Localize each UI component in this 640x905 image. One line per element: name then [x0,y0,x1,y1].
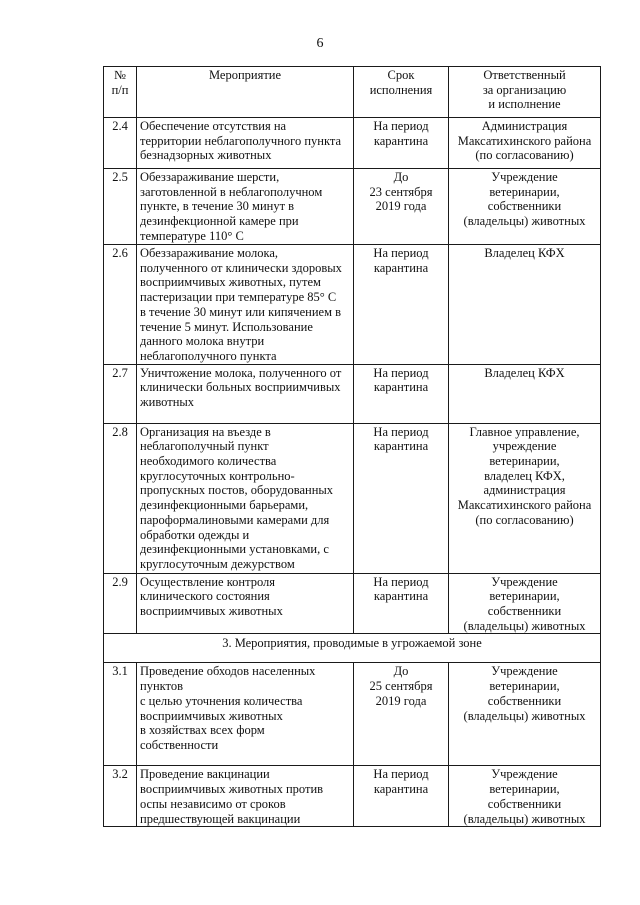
table-row [104,364,601,423]
activity-cell [137,245,354,365]
term-line: карантина [373,782,429,797]
term-line: На период [373,767,429,782]
activity-line: восприимчивых животных против [140,782,324,797]
activity-cell [137,663,354,766]
activity-cell [137,118,354,169]
header-term-line: Срок [387,68,415,82]
activity-line: полученного от клинически здоровых [140,260,342,275]
row-number: 2.8 [104,423,137,573]
table-row [104,169,601,245]
page-number: 6 [316,36,324,51]
responsible-line: собственники [487,693,562,708]
measures-table [103,66,601,827]
table-row [104,766,601,827]
responsible-line: собственники [487,199,562,214]
activity-line: Обеспечение отсутствия на [140,119,287,133]
header-activity-label: Мероприятие [208,68,282,82]
responsible-line: ветеринарии, [489,184,560,199]
responsible-line: владелец КФХ, [484,468,565,483]
activity-line: Обеззараживание молока, [140,246,279,260]
row-number: 2.6 [104,245,137,365]
term-cell [354,663,449,766]
table-row [104,423,601,573]
activity-line: восприимчивых животных, путем [140,275,321,290]
term-line: До [393,664,409,679]
activity-line: Проведение обходов населенных [140,664,316,679]
section-3-header [104,634,601,663]
responsible-cell [449,573,601,634]
responsible-cell [449,423,601,573]
activity-line: пропускных постов, оборудованных [140,483,334,498]
section-title-row [104,634,601,663]
header-term-line: исполнения [369,82,433,97]
header-resp-line: и исполнение [488,97,561,112]
activity-line: в течение 30 минут или кипячением в [140,304,342,319]
term-cell [354,245,449,365]
term-line: На период [373,574,429,589]
term-cell [354,423,449,573]
activity-line: пароформалиновыми камерами для [140,512,330,527]
activity-line: заготовленной в неблагополучном [140,184,323,199]
activity-line: пункте, в течение 30 минут в [140,199,295,214]
responsible-line: ветеринарии, [489,454,560,469]
responsible-line: (по согласованию) [475,148,574,163]
activity-line: дезинфекционной камере при [140,214,299,229]
table-header-row [104,67,601,118]
term-line: карантина [373,439,429,454]
responsible-line: ветеринарии, [489,782,560,797]
term-line: На период [373,119,429,133]
term-line: карантина [373,133,429,148]
activity-line: Организация на въезде в [140,424,271,439]
activity-line: Осуществление контроля [140,574,276,589]
responsible-line: Максатихинского района [457,133,592,148]
header-resp-line: за организацию [482,82,567,97]
responsible-line: Учреждение [491,170,558,184]
responsible-line: Главное управление, [469,424,580,439]
responsible-line: Учреждение [491,664,558,679]
responsible-cell [449,663,601,766]
activity-line: неблагополучный пункт [140,439,269,454]
activity-line: восприимчивых животных [140,604,283,619]
term-cell [354,766,449,827]
activity-line: неблагополучного пункта [140,348,277,363]
activity-line: с целью уточнения количества [140,693,303,708]
table-row [104,245,601,365]
term-line: 2019 года [375,199,427,214]
activity-line: клинически больных восприимчивых [140,380,341,395]
header-term [354,67,449,118]
activity-line: дезинфекционными барьерами, [140,498,309,513]
activity-cell [137,766,354,827]
activity-cell [137,169,354,245]
header-responsible [449,67,601,118]
responsible-line: (владельцы) животных [463,708,586,723]
term-cell [354,118,449,169]
activity-line: клинического состояния [140,589,270,604]
row-number: 2.9 [104,573,137,634]
responsible-line: Владелец КФХ [484,246,565,260]
responsible-line: ветеринарии, [489,589,560,604]
row-number: 2.5 [104,169,137,245]
activity-line: предшествующей вакцинации [140,811,301,826]
activity-line: Уничтожение молока, полученного от [140,365,342,380]
section-3-title: 3. Мероприятия, проводимые в угрожаемой зоне [104,634,601,663]
term-cell [354,573,449,634]
row-number: 3.1 [104,663,137,766]
row-number: 2.4 [104,118,137,169]
term-line: На период [373,365,429,380]
activity-line: круглосуточным дежурством [140,556,295,571]
responsible-line: (владельцы) животных [463,618,586,633]
section-3-rows [104,663,601,827]
term-line: До [393,170,409,184]
activity-line: обработки одежды и [140,527,250,542]
header-resp-line: Ответственный [483,68,566,82]
responsible-cell [449,118,601,169]
activity-line: необходимого количества [140,454,277,469]
table-row [104,118,601,169]
activity-cell [137,364,354,423]
activity-line: данного молока внутри [140,334,265,349]
activity-line: пастеризации при температуре 85° С [140,290,337,305]
term-line: карантина [373,380,429,395]
section-2-rows [104,118,601,634]
responsible-cell [449,364,601,423]
activity-line: животных [140,395,195,410]
responsible-line: ветеринарии, [489,679,560,694]
activity-cell [137,423,354,573]
activity-line: собственности [140,737,219,752]
responsible-line: собственники [487,604,562,619]
header-num-line: п/п [111,82,129,97]
responsible-line: Учреждение [491,574,558,589]
responsible-line: Владелец КФХ [484,365,565,380]
activity-line: Обеззараживание шерсти, [140,170,280,184]
activity-line: течение 5 минут. Использование [140,319,313,334]
header-num-line: № [114,68,126,82]
term-cell [354,169,449,245]
activity-line: температуре 110° С [140,228,244,243]
activity-line: круглосуточных контрольно- [140,468,295,483]
row-number: 3.2 [104,766,137,827]
responsible-line: администрация [483,483,566,498]
responsible-cell [449,169,601,245]
term-line: На период [373,246,429,260]
term-line: 23 сентября [369,184,433,199]
responsible-line: (владельцы) животных [463,214,586,229]
activity-line: безнадзорных животных [140,148,272,163]
term-cell [354,364,449,423]
activity-line: Проведение вакцинации [140,767,270,782]
responsible-line: собственники [487,796,562,811]
responsible-line: (владельцы) животных [463,811,586,826]
header-num [104,67,137,118]
term-line: 2019 года [375,693,427,708]
table-row [104,663,601,766]
activity-line: дезинфекционными установками, с [140,542,329,557]
responsible-line: учреждение [492,439,557,454]
term-line: На период [373,424,429,439]
activity-cell [137,573,354,634]
responsible-line: Учреждение [491,767,558,782]
activity-line: в хозяйствах всех форм [140,723,265,738]
header-activity [137,67,354,118]
term-line: 25 сентября [369,679,433,694]
activity-line: пунктов [140,679,183,694]
table-row [104,573,601,634]
responsible-line: (по согласованию) [475,512,574,527]
activity-line: территории неблагополучного пункта [140,133,342,148]
responsible-cell [449,766,601,827]
activity-line: восприимчивых животных [140,708,283,723]
row-number: 2.7 [104,364,137,423]
term-line: карантина [373,260,429,275]
activity-line: оспы независимо от сроков [140,796,286,811]
term-line: карантина [373,589,429,604]
responsible-cell [449,245,601,365]
responsible-line: Максатихинского района [457,498,592,513]
responsible-line: Администрация [481,119,568,133]
